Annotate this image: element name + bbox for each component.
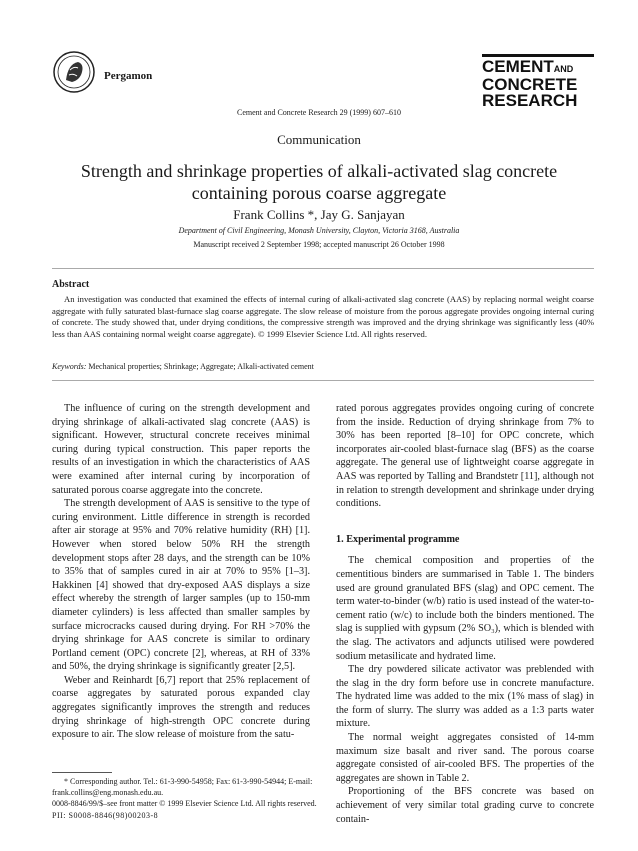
issn-line: 0008-8846/99/$–see front matter © 1999 Elsevier Science Ltd. All rights reserved. bbox=[52, 799, 317, 808]
body-paragraph: rated porous aggregates provides ongoing curing of concrete from the inside. Reduction of drying shrinkage from 7% to 30% has been reported [8–10] for OPC concrete, which incorporates air-cooled blast-furnace slag (BFS) as the coarse aggregate. The general use of lightweight coarse aggregate in AAS was reported by Talling and Brandstetr [11], although not in relation to strength development and shrinkage under drying conditions. bbox=[336, 403, 594, 510]
body-column-left bbox=[52, 402, 310, 742]
publisher-name: Pergamon bbox=[104, 70, 153, 82]
journal-logo bbox=[482, 54, 594, 109]
abstract-heading: Abstract bbox=[52, 279, 90, 290]
body-paragraph: The dry powdered silicate activator was preblended with the slag in the dry form before use in concrete manufacture. The hydrated lime was added to the mix (1% mass of slag) in the form of slurry. The slurry was added as a 1:3 parts water mixture. bbox=[336, 664, 594, 730]
footnote-rule bbox=[52, 772, 112, 773]
body-paragraph: The strength development of AAS is sensitive to the type of curing environment. Little difference in strength is recorded after air storage at 95% and 70% relative humidity (RH) [1]. However when stored below 50% RH the strength development stops after 28 days, and the strength can be 10% to 35% that of samples cured in air at 70% to 95% [1–3]. Hakkinen [4] showed that dry-exposed AAS displays a size effect whereby the strength of larger samples (up to 150-mm diameter cylinders) is less affected than smaller samples by surface microcracks caused during drying. For RH >70% the drying shrinkage for AAS concrete is similar to ordinary Portland cement (OPC) concrete [2], whereas, at RH of 33% and 50%, the drying shrinkage is significantly greater [2,5]. bbox=[52, 498, 310, 673]
abstract-text: An investigation was conducted that examined the effects of internal curing of alkali-activated slag concrete (AAS) by replacing normal weight coarse aggregate with fully saturated blast-furnace slag coarse aggregate. The slow release of moisture from the porous aggregate provides ongoing internal curing of concrete. The study showed that, under drying conditions, the compressive strength was improved and the drying shrinkage was significantly less (40% less than AAS containing normal weight coarse aggregate). © 1999 Elsevier Science Ltd. All rights reserved. bbox=[52, 294, 594, 339]
article-type: Communication bbox=[277, 132, 361, 147]
received-dates: Manuscript received 2 September 1998; accepted manuscript 26 October 1998 bbox=[193, 240, 445, 249]
section-heading: 1. Experimental programme bbox=[336, 533, 460, 545]
journal-reference: Cement and Concrete Research 29 (1999) 607–610 bbox=[237, 108, 401, 117]
keywords-list: Mechanical properties; Shrinkage; Aggregate; Alkali-activated cement bbox=[88, 362, 314, 371]
footnote: * Corresponding author. Tel.: 61-3-990-54958; Fax: 61-3-990-54944; E-mail: frank.collins@eng.monash.edu.au. bbox=[52, 777, 313, 797]
body-paragraph: Proportioning of the BFS concrete was based on achievement of very similar total grading curve to concrete contain- bbox=[336, 786, 594, 825]
affiliation: Department of Civil Engineering, Monash University, Clayton, Victoria 3168, Australia bbox=[178, 226, 460, 235]
divider-top bbox=[52, 268, 594, 269]
body-paragraph: The normal weight aggregates consisted of 14-mm maximum size basalt and river sand. The porous coarse aggregate consisted of air-cooled BFS. The properties of the aggregates are shown in Table 2. bbox=[336, 732, 594, 784]
pii-line: PII: S0008-8846(98)00203-8 bbox=[52, 811, 159, 820]
body-paragraph: The chemical composition and properties of the cementitious binders are summarised in Table 1. The binders used are ground granulated BFS (slag) and OPC cement. The term water-to-binder (w/b) ratio is used instead of the water-to-cement ratio (w/c) to include both the binders mentioned. The slag is supplied with gypsum (2% SO₃), which is blended with the slag. The activators and adjuncts utilised were powdered sodium metasilicate and hydrated lime. bbox=[336, 555, 594, 662]
publisher-logo bbox=[52, 50, 96, 94]
keywords bbox=[52, 362, 594, 371]
article-title: Strength and shrinkage properties of alkali-activated slag concrete containing porous coarse aggregate bbox=[80, 161, 558, 203]
body-paragraph: Weber and Reinhardt [6,7] report that 25% replacement of coarse aggregates by saturated porous expanded clay aggregates significantly improves the strength and reduces drying shrinkage of high-strength OPC concrete during exposure to air. The slow release of moisture from the satu- bbox=[52, 674, 310, 741]
divider-bottom bbox=[52, 380, 594, 381]
journal-logo-line-3: RESEARCH bbox=[482, 91, 578, 110]
keywords-label: Keywords: bbox=[52, 362, 87, 371]
journal-logo-line-1: CEMENTAND bbox=[482, 57, 574, 76]
author-list: Frank Collins *, Jay G. Sanjayan bbox=[233, 207, 405, 222]
body-paragraph: The influence of curing on the strength development and drying shrinkage of alkali-activated slag concrete (AAS) is significant. However, structural concrete receives minimal curing during typical construction. This paper reports the results of an investigation in which the characteristics of AAS were examined after internal curing by incorporation of saturated porous coarse aggregate into the concrete. bbox=[52, 403, 310, 496]
body-column-right bbox=[336, 402, 594, 826]
journal-logo-line-2: CONCRETE bbox=[482, 75, 578, 94]
